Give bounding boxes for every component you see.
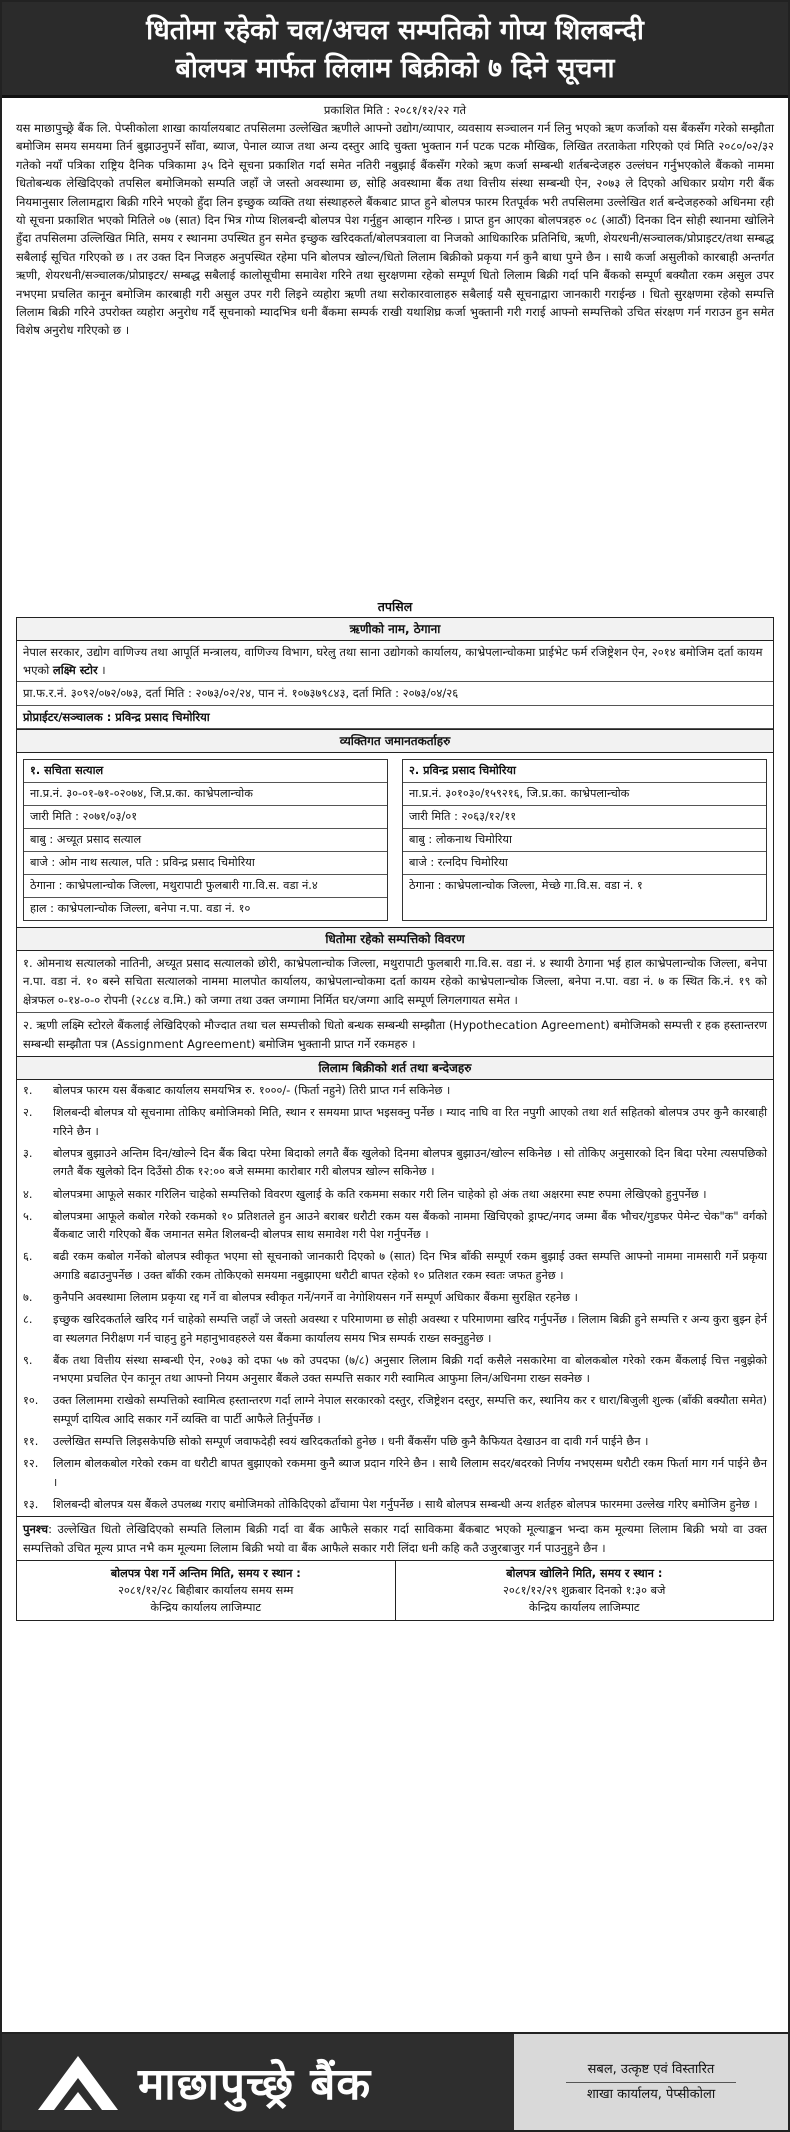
- guarantor-1-name: १. सचिता सत्याल: [24, 760, 387, 783]
- submission-place: केन्द्रिय कार्यालय लाजिम्पाट: [150, 1601, 262, 1615]
- borrower-details: प्रा.फ.र.नं. ३०९२/०७२/०७३, दर्ता मिति : २०७३/०२/२४, पान नं. १०७३७९८४३, दर्ता मिति : २०७३/०४/२६: [17, 682, 773, 706]
- guarantor-1-issued: जारी मिति : २०७१/०३/०१: [24, 806, 387, 829]
- note-label: पुनश्च: [23, 1522, 49, 1537]
- borrower-heading: ऋणीको नाम, ठेगाना: [17, 618, 773, 641]
- guarantors-list: [17, 753, 773, 927]
- condition-number: १.: [23, 1084, 33, 1098]
- condition-number: २.: [23, 1106, 33, 1120]
- mountain-logo-icon: [38, 2052, 118, 2112]
- submission-heading: बोलपत्र पेश गर्ने अन्तिम मिति, समय र स्थान :: [110, 1567, 301, 1581]
- intro-paragraph: यस माछापुच्छ्रे बैंक लि. पेप्सीकोला शाखा कार्यालयबाट तपसिलमा उल्लेखित ऋणीले आफ्नो उद्योग/व्यापार, व्यवसाय सञ्चालन गर्न लिनु भएको ऋण कर्जाको यस बैंकसँग गरेको सम्झौता बमोजिम समय समयमा तिर्न बुझाउनुपर्ने साँवा, ब्याज, पेनाल व्याज तथा अन्य दस्तुर आदि चुक्ता भुक्तान गर्न पटक पटक मौखिक, लिखित तरताकेता गरिएको एवं मिति २०८०/०२/३२ गतेको नयाँ पत्रिका राष्ट्रिय दैनिक पत्रिकामा ३५ दिने सूचना प्रकाशित गर्दा समेत नतिरी नबुझाई बैंकसँग गरेको ऋण कर्जा सम्बन्धी शर्तबन्देजहरु उल्लंघन गर्नुभएकोले बैंकको नाममा धितोबन्धक लेखिदिएको तपसिल बमोजिमको सम्पति जहाँ जे जस्तो अवस्थामा छ, सोहि अवस्थामा बैंक तथा वित्तीय संस्था सम्बन्धी ऐन, २०७३ ले दिएको अधिकार प्रयोग गरी बैंक नियमानुसार लिलामद्वारा बिक्री गरिने भएको हुँदा लिन इच्छुक व्यक्ति तथा संस्थाहरुले बैंकबाट प्राप्त हुने बोलपत्र फारम रितपूर्वक भरी तपसिलमा उल्लेखित शर्त बन्देजहरुको अधिनमा रही यो सूचना प्रकाशित भएको मितिले ०७ (सात) दिन भित्र गोप्य शिलबन्दी बोलपत्र पेश गर्नुहुन आव्हान गरिन्छ । प्राप्त हुन आएका बोलपत्रहरु ०८ (आठौं) दिनका दिन सोही स्थानमा खोलिने हुँदा तपसिलमा उल्लिखित मिति, समय र स्थानमा उपस्थित हुन समेत इच्छुक खरिदकर्ता/बोलपत्रवाला वा निजको आधिकारिक प्रतिनिधि, ऋणी, शेयरधनी/सञ्चालक/प्रोप्राइटर/तथा सम्बद्ध सबैलाई सूचित गरिएको छ । तर उक्त दिन निजहरु अनुपस्थित रहेमा पनि बोलपत्र खोल्न/धितो लिलाम बिक्रीको प्रकृया गर्न कुनै बाधा पुग्ने छैन । साथै कर्जा असुलीको कारबाही अन्तर्गत ऋणी, शेयरधनी/सञ्चालक/प्रोप्राइटर/ सम्बद्ध सबैलाई कालोसूचीमा समावेश गरिने तथा सुरक्षणमा रहेको सम्पूर्ण धितो लिलाम बिक्री गर्दा पनि बैंकको सम्पूर्ण बक्यौता रकम असुल उपर नभएमा प्रचलित कानून बमोजिम कारबाही गरी असुल उपर गरी लिइने व्यहोरा ऋणी तथा सरोकारवालाहरु सबैलाई यसै सूचनाद्वारा जानकारी गराईन्छ । धितो सुरक्षणमा रहेको सम्पत्ति लिलाम बिक्री गरिने उपरोक्त व्यहोरा अनुरोध गर्दै सूचनाको म्यादभित्र धनी बैंकमा सम्पर्क राखी यथाशिघ्र कर्जा भुक्तानी गरी गराई आफ्नो सम्पत्तिको उचित संरक्षण गर्न गराउन हुन समेत विशेष अनुरोध गरिएको छ ।: [16, 121, 774, 338]
- guarantor-2: [402, 759, 767, 921]
- condition-item: [17, 1287, 773, 1309]
- property-heading: धितोमा रहेको सम्पत्तिको विवरण: [17, 927, 773, 951]
- condition-item: [17, 1102, 773, 1143]
- title-line-1: धितोमा रहेको चल/अचल सम्पतिको गोप्य शिलबन्दी: [146, 15, 644, 46]
- guarantor-2-address: ठेगाना : काभ्रेपलान्चोक जिल्ला, मेच्छे गा.वि.स. वडा नं. १: [409, 879, 643, 892]
- condition-item: [17, 1350, 773, 1391]
- condition-item: [17, 1206, 773, 1247]
- notice-title: [2, 2, 788, 98]
- guarantor-2-father: बाबु : लोकनाथ चिमोरिया: [403, 829, 766, 852]
- opening-place: केन्द्रिय कार्यालय लाजिम्पाट: [528, 1601, 640, 1615]
- guarantor-1-current: हाल : काभ्रेपलान्चोक जिल्ला, बनेपा न.पा. वडा नं. १०: [30, 902, 251, 915]
- condition-text: बैंक तथा वित्तीय संस्था सम्बन्धी ऐन, २०७३ को दफा ५७ को उपदफा (७/८) अनुसार लिलाम बिक्री गर्दा कसैले नसकारेमा वा बोलकबोल गरेको रकम बैंकलाई चित्त नबुझेको नभएमा प्रचलित ऐन कानून तथा आफ्नो नियम अनुसार बैंकले उक्त सम्पत्ति सकार गरी स्वामित्व आफुमा लिन/अधिनमा राख्न सक्नेछ ।: [53, 1353, 767, 1386]
- bank-tagline: सबल, उत्कृष्ट एवं विस्तारित: [587, 2061, 715, 2077]
- condition-number: १३.: [23, 1497, 39, 1511]
- condition-text: बोलपत्रमा आफूले सकार गरिलिन चाहेको सम्पत्तिको विवरण खुलाई के कति रकममा सकार गरी लिन चाहेको हो अंक तथा अक्षरमा स्पष्ट रुपमा लेखिएको हुनुपर्नेछ ।: [53, 1187, 707, 1201]
- condition-number: ७.: [23, 1291, 33, 1304]
- condition-text: शिलबन्दी बोलपत्र यो सूचनामा तोकिए बमोजिमको मिति, स्थान र समयमा प्राप्त भइसक्नु पर्नेछ । म्याद नाघि वा रित नपुगी आएको तथा शर्त सहितको बोलपत्र उपर कुनै कारबाही गरिने छैन ।: [53, 1106, 767, 1138]
- branch-name: शाखा कार्यालय, पेप्सीकोला: [586, 2086, 716, 2102]
- condition-item: [17, 1143, 773, 1184]
- submission-date: २०८१/१२/२८ बिहीबार कार्यालय समय सम्म: [118, 1584, 294, 1598]
- condition-text: शिलबन्दी बोलपत्र यस बैंकले उपलब्ध गराए बमोजिमको तोकिदिएको ढाँचामा पेश गर्नुपर्नेछ । साथै बोलपत्र सम्बन्धी अन्य शर्तहरु बोलपत्र फारममा उल्लेख गरिए बमोजिम हुनेछ ।: [53, 1497, 758, 1511]
- published-date: प्रकाशित मिति : २०८१/१२/२२ गते: [323, 103, 467, 117]
- guarantor-1-grandfather: बाजे : ओम नाथ सत्याल, पति : प्रविन्द्र प्रसाद चिमोरिया: [24, 852, 387, 875]
- deadline-boxes: [17, 1560, 773, 1620]
- guarantors-heading: व्यक्तिगत जमानतकर्ताहरु: [17, 729, 773, 753]
- proprietor-label: प्रोप्राईटर/सञ्चालक: [23, 709, 103, 724]
- condition-text: कुनैपनि अवस्थामा लिलाम प्रकृया रद्द गर्ने वा बोलपत्र स्वीकृत गर्ने/नगर्ने वा नेगोशियसन गर्ने सम्पूर्ण अधिकार बैंकमा सुरक्षित रहनेछ ।: [53, 1291, 578, 1304]
- condition-number: ६.: [23, 1250, 33, 1264]
- details-box: [16, 617, 774, 1621]
- condition-number: ११.: [23, 1435, 39, 1449]
- condition-text: बोलपत्र बुझाउने अन्तिम दिन/खोल्ने दिन बैंक बिदा परेमा बिदाको लगतै बैंक खुलेको दिनमा बोलपत्र बुझाउन/खोल्न सकिनेछ । सो तोकिए अनुसारको दिन बिदा परेमा त्यसपछिको लगतै बैंक खुलेको दिन दिउँसो ठीक १२:०० बजे सम्ममा कारोबार गरी बोलपत्र खोल्न सकिनेछ ।: [53, 1146, 767, 1179]
- property-item-1: १. ओमनाथ सत्यालको नातिनी, अच्यूत प्रसाद सत्यालको छोरी, काभ्रेपलान्चोक जिल्ला, मथुरापाटी फुलबारी गा.वि.स. वडा नं. ४ स्थायी ठेगाना भई हाल काभ्रेपलान्चोक जिल्ला, बनेपा न.पा. वडा नं. १० बस्ने सचिता सत्यालको नाममा मालपोत कार्यालय, काभ्रेपलान्चोकमा दर्ता कायम रहेको काभ्रेपलान्चोक जिल्ला, बनेपा न.पा. वडा नं. ७ क स्थित कि.नं. १९ को क्षेत्रफल ०-१४-०-० रोपनी (२८८४ व.मि.) को जग्गा तथा उक्त जग्गामा निर्मित घर/जग्गा आदि सम्पूर्ण लिगलगायत समेत ।: [17, 951, 773, 1013]
- condition-item: [17, 1453, 773, 1494]
- opening-schedule: [396, 1561, 774, 1620]
- condition-text: बोलपत्र फारम यस बैंकबाट कार्यालय समयभित्र रु. १०००/- (फिर्ता नहुने) तिरी प्राप्त गर्न सकिनेछ ।: [53, 1084, 451, 1098]
- condition-number: ४.: [23, 1187, 33, 1201]
- condition-number: ३.: [23, 1146, 33, 1160]
- guarantor-2-name: २. प्रविन्द्र प्रसाद चिमोरिया: [403, 760, 766, 783]
- note-text: : उल्लेखित धितो लेखिदिएको सम्पति लिलाम बिक्री गर्दा वा बैंक आफैले सकार गर्दा साविकमा बैंकबाट भएको मूल्याङ्कन भन्दा कम मूल्यमा लिलाम बिक्री भयो वा उक्त सम्पत्तिको उचित मूल्य प्राप्त नभै कम मूल्यमा लिलाम बिक्री भयो वा बैंक आफैले सकार गरी लिंदा धनी कहि कतै उजुरबाजुर गर्न पाउनुहुने छैन ।: [23, 1522, 767, 1555]
- tapsil-heading: तपसिल: [377, 599, 413, 614]
- condition-number: ८.: [23, 1313, 33, 1327]
- guarantor-1: [23, 759, 388, 921]
- property-item-2: २. ऋणी लक्ष्मि स्टोरले बैंकलाई लेखिदिएको मौज्दात तथा चल सम्पत्तीको धितो बन्धक सम्बन्धी सम्झौता (Hypothecation Agreement) बमोजिमको सम्पत्ती र हक हस्तान्तरण सम्बन्धी सम्झौता पत्र (Assignment Agreement) बमोजिम भुक्तानी प्राप्त गर्ने रकमहरु ।: [23, 1018, 767, 1051]
- opening-date: २०८१/१२/२९ शुक्रबार दिनको १:३० बजे: [503, 1584, 666, 1598]
- condition-item: [17, 1390, 773, 1431]
- condition-text: उक्त लिलाममा राखेको सम्पत्तिको स्वामित्व हस्तान्तरण गर्दा लाग्ने नेपाल सरकारको दस्तुर, रजिष्ट्रेशन दस्तुर, सम्पत्ति कर, स्थानिय कर र धारा/बिजुली शुल्क (बाँकी बक्यौता समेत) सम्पूर्ण दायित्व आदि सकार गर्ने व्यक्ति वा पार्टी आफैले तिर्नुपर्नेछ ।: [53, 1394, 767, 1426]
- condition-text: बोलपत्रमा आफूले कबोल गरेको रकमको १० प्रतिशतले हुन आउने बराबर धरौटी रकम यस बैंकको नाममा खिचिएको ड्राफ्ट/नगद जम्मा बैंक भौचर/गुडफर पेमेन्ट चेक"क" वर्गको बैंकबाट जारी गरिएको बैंक जमानत समेत शिलबन्दी बोलपत्र साथ समावेश गरी पेश गर्नुपर्नेछ ।: [53, 1209, 767, 1242]
- title-line-2: बोलपत्र मार्फत लिलाम बिक्रीको ७ दिने सूचना: [175, 53, 615, 84]
- condition-item: [17, 1184, 773, 1206]
- condition-item: [17, 1246, 773, 1287]
- note-paragraph: [17, 1516, 773, 1560]
- condition-item: [17, 1494, 773, 1516]
- opening-heading: बोलपत्र खोलिने मिति, समय र स्थान :: [506, 1567, 663, 1581]
- borrower-firm-name: लक्ष्मि स्टोर: [52, 663, 98, 677]
- condition-number: ९.: [23, 1353, 33, 1367]
- borrower-registration: नेपाल सरकार, उद्योग वाणिज्य तथा आपूर्ति मन्त्रालय, वाणिज्य विभाग, घरेलु तथा साना उद्योगको कार्यालय, काभ्रेपलान्चोकमा प्राईभेट फर्म रजिष्ट्रेशन ऐन, २०१४ बमोजिम दर्ता कायम भएको लक्ष्मि स्टोर ।: [17, 641, 773, 682]
- guarantor-2-grandfather: बाजे : रत्नदिप चिमोरिया: [403, 852, 766, 875]
- condition-text: लिलाम बोलकबोल गरेको रकम वा धरौटी बापत बुझाएको रकममा कुनै ब्याज प्रदान गरिने छैन । साथै लिलाम सदर/बदरको निर्णय नभएसम्म धरौटी रकम फिर्ता माग गर्न पाईने छैन ।: [53, 1457, 767, 1489]
- conditions-heading: लिलाम बिक्रीको शर्त तथा बन्देजहरु: [17, 1056, 773, 1080]
- bank-name: माछापुच्छ्रे बैंक: [138, 2059, 372, 2110]
- guarantor-1-citizenship: ना.प्र.नं. ३०-०१-७१-०२०७४, जि.प्र.का. काभ्रेपलान्चोक: [24, 783, 387, 806]
- guarantor-1-address: ठेगाना : काभ्रेपलान्चोक जिल्ला, मथुरापाटी फुलबारी गा.वि.स. वडा नं.४: [24, 875, 387, 898]
- condition-item: [17, 1309, 773, 1350]
- bank-logo-area: [2, 2034, 514, 2130]
- condition-item: [17, 1080, 773, 1102]
- guarantor-2-citizenship: ना.प्र.नं. ३०१०३०/१५९२१६, जि.प्र.का. काभ्रेपलान्चोक: [403, 783, 766, 806]
- condition-number: १०.: [23, 1394, 39, 1408]
- borrower-line-1: नेपाल सरकार, उद्योग वाणिज्य तथा आपूर्ति मन्त्रालय, वाणिज्य विभाग, घरेलु तथा साना उद्योगको कार्यालय, काभ्रेपलान्चोकमा प्राईभेट फर्म रजिष्ट्रेशन ऐन, २०१४ बमोजिम दर्ता कायम भएको: [23, 645, 763, 677]
- submission-deadline: [17, 1561, 396, 1620]
- guarantor-1-father: बाबु : अच्यूत प्रसाद सत्याल: [24, 829, 387, 852]
- condition-number: ५.: [23, 1209, 33, 1223]
- conditions-list: [17, 1080, 773, 1516]
- condition-text: इच्छुक खरिदकर्ताले खरिद गर्न चाहेको सम्पत्ति जहाँ जे जस्तो अवस्था र परिमाणमा छ सोही अवस्था र परिमाणमा खरिद गर्नुपर्नेछ । लिलाम बिक्री हुने सम्पत्ति र अन्य कुरा बुझ्न हेर्न वा स्थलगत निरीक्षण गर्न चाहनु हुने महानुभावहरुले यस बैंकमा कार्यालय समय भित्र सम्पर्क राख्न सक्नुहुनेछ ।: [53, 1313, 767, 1345]
- bank-footer-banner: [2, 2032, 788, 2130]
- proprietor-name: प्रविन्द्र प्रसाद चिमोरिया: [115, 709, 210, 724]
- condition-number: १२.: [23, 1457, 39, 1471]
- condition-item: [17, 1431, 773, 1453]
- guarantor-2-issued: जारी मिति : २०६३/१२/११: [403, 806, 766, 829]
- borrower-proprietor: प्रोप्राईटर/सञ्चालक : प्रविन्द्र प्रसाद चिमोरिया: [17, 706, 773, 730]
- branch-info: [514, 2034, 788, 2130]
- condition-text: उल्लेखित सम्पत्ति लिइसकेपछि सोको सम्पूर्ण जवाफदेही स्वयं खरिदकर्ताको हुनेछ । धनी बैंकसँग पछि कुनै कैफियत देखाउन वा दावी गर्न पाईने छैन ।: [53, 1435, 649, 1449]
- condition-text: बढी रकम कबोल गर्नेको बोलपत्र स्वीकृत भएमा सो सूचनाको जानकारी दिएको ७ (सात) दिन भित्र बाँकी सम्पूर्ण रकम बुझाई उक्त सम्पत्ति आफ्नो नाममा नामसारी गर्ने प्रकृया अगाडि बढाउनुपर्नेछ । उक्त बाँकी रकम तोकिएको समयमा नबुझाएमा धरौटी बापत रहेको १० प्रतिशत रकम स्वतः जफत हुनेछ ।: [53, 1250, 767, 1282]
